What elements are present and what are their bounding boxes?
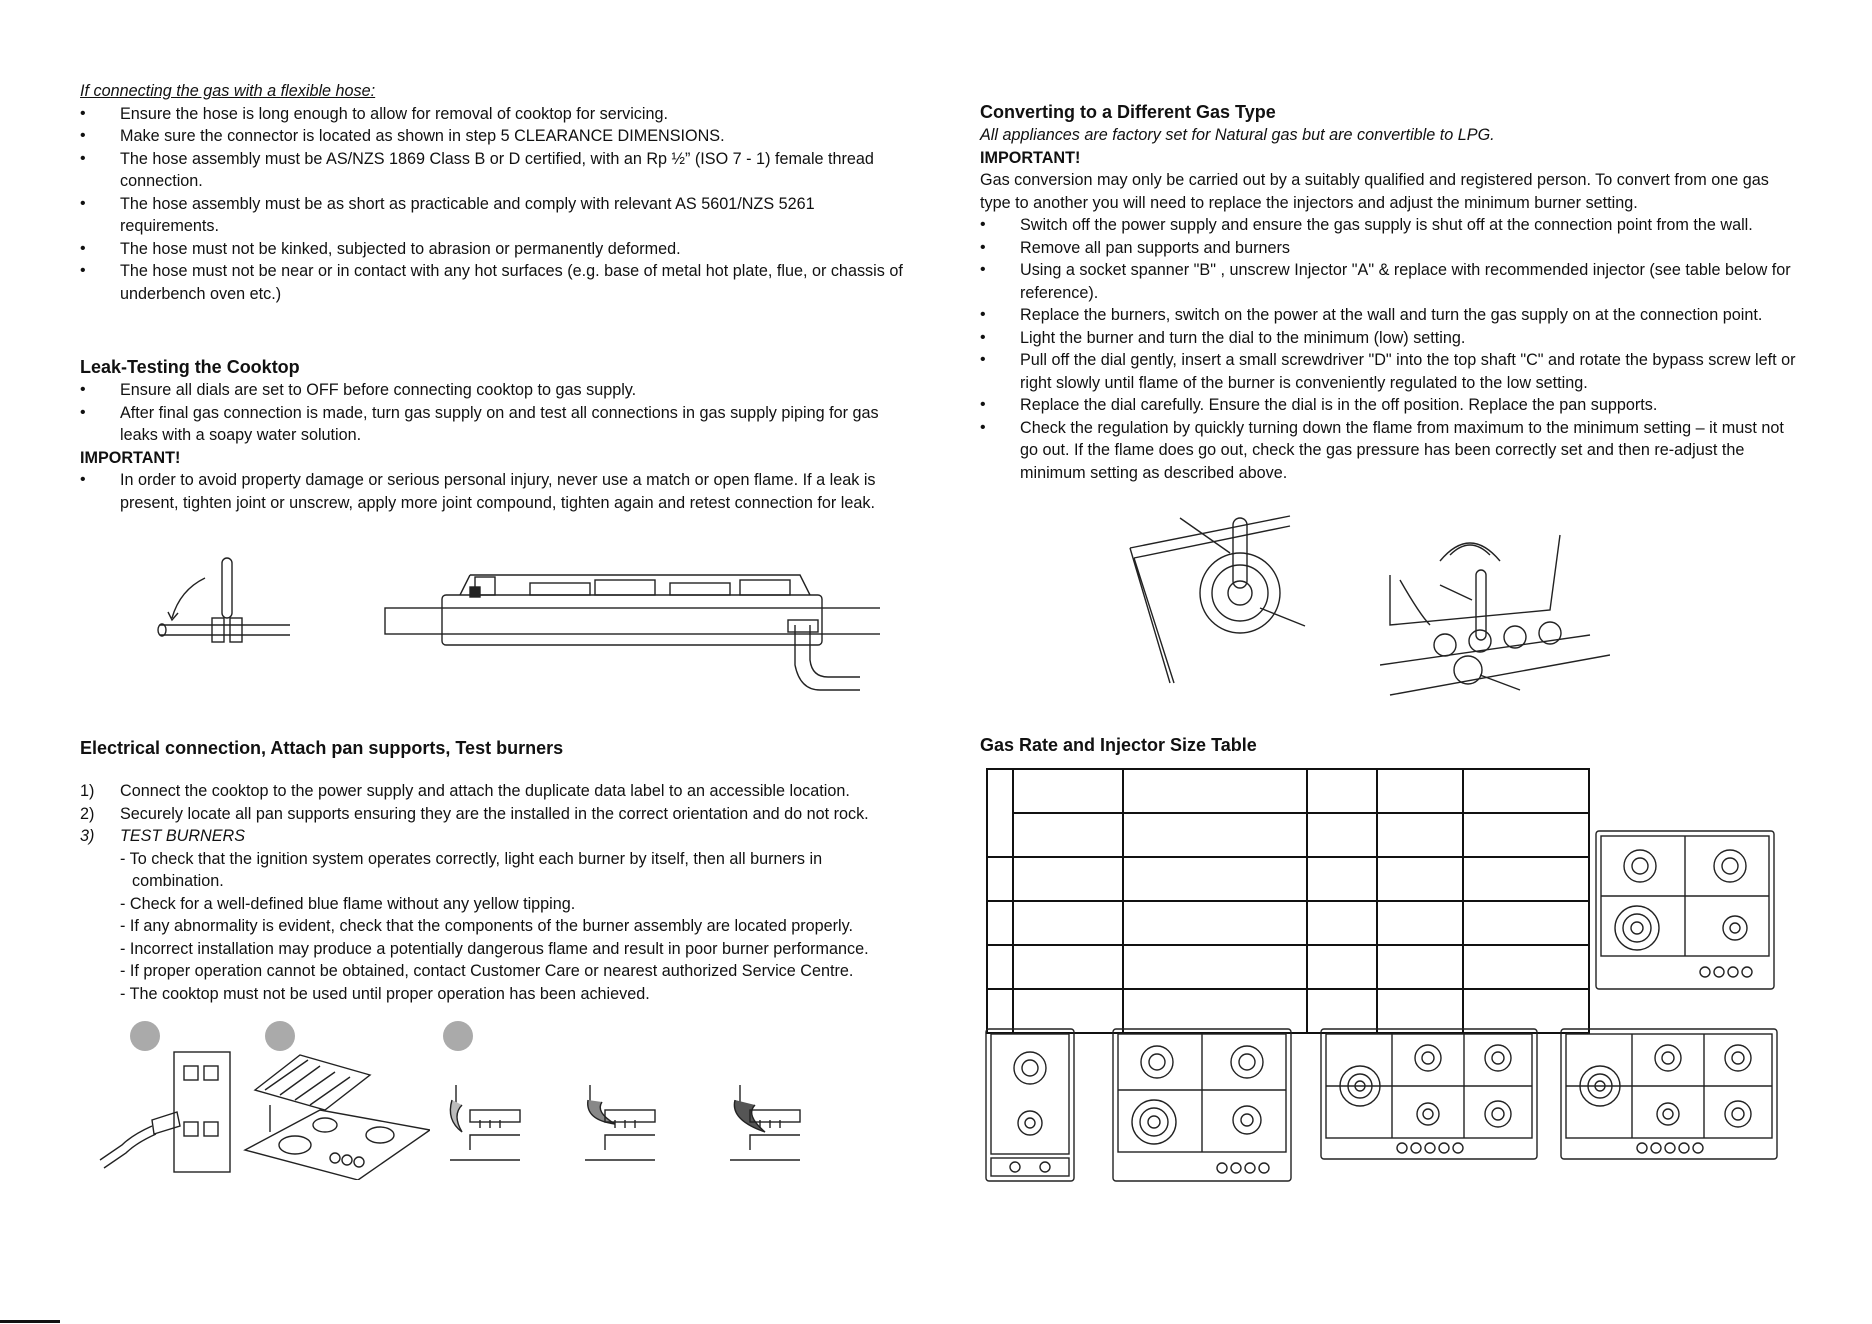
right-column (980, 100, 1800, 484)
test-line: - If proper operation cannot be obtained, contact Customer Care or nearest authorized Service Centre. (120, 962, 854, 980)
cooktop-2-burner-icon (985, 1028, 1075, 1182)
table-cell (987, 945, 1013, 989)
leak-important-list (80, 469, 910, 514)
gas-rate-table (986, 768, 1590, 1034)
leak-test-heading: Leak-Testing the Cooktop (80, 357, 300, 377)
table-cell (1307, 901, 1377, 945)
table-cell (1307, 769, 1377, 813)
table-cell (987, 901, 1013, 945)
table-row (987, 945, 1589, 989)
bypass-screw-illustration (1380, 525, 1610, 700)
table-cell (1123, 945, 1307, 989)
table-cell (1013, 769, 1123, 813)
gas-table-heading: Gas Rate and Injector Size Table (980, 735, 1257, 755)
list-item: • The hose must not be kinked, subjected to abrasion or permanently deformed. (80, 238, 910, 261)
list-item: • Using a socket spanner "B" , unscrew Injector "A" & replace with recommended injector (see table below for reference). (980, 259, 1800, 304)
list-item: • Light the burner and turn the dial to the minimum (low) setting. (980, 327, 1800, 350)
step-number: 3) (80, 827, 95, 845)
hose-valve-illustration (150, 550, 300, 650)
table-cell (1013, 857, 1123, 901)
step-number: 1) (80, 782, 95, 800)
convert-important-label: IMPORTANT! (980, 148, 1081, 167)
test-line: - The cooktop must not be used until proper operation has been achieved. (120, 984, 650, 1003)
table-row (987, 769, 1589, 813)
table-cell (1013, 945, 1123, 989)
table-cell (987, 989, 1013, 1033)
table-cell (1377, 769, 1463, 813)
step-text: Securely locate all pan supports ensuring they are the installed in the correct orientation and do not rock. (120, 804, 869, 823)
step-number: 2) (80, 804, 95, 823)
table-cell (1123, 769, 1307, 813)
table-cell (1123, 857, 1307, 901)
list-item: • The hose assembly must be AS/NZS 1869 Class B or D certified, with an Rp ½” (ISO 7 ‐ 1) female thread connection. (80, 148, 910, 193)
flex-hose-list (80, 103, 910, 306)
test-line: combination. (132, 872, 224, 890)
table-cell (1123, 989, 1307, 1033)
convert-heading: Converting to a Different Gas Type (980, 102, 1276, 122)
left-column (80, 80, 910, 514)
injector-removal-illustration (1120, 508, 1320, 688)
step-text: TEST BURNERS (120, 827, 246, 845)
table-cell (1123, 813, 1307, 857)
electrical-heading: Electrical connection, Attach pan supports, Test burners (80, 738, 564, 758)
leak-important-label: IMPORTANT! (80, 448, 181, 467)
list-item: • Pull off the dial gently, insert a small screwdriver "D" into the top shaft "C" and rotate the bypass screw left or right slowly until flame of the burner is conveniently regulated to the low setting. (980, 349, 1800, 394)
leak-test-list (80, 379, 910, 447)
page-edge-mark (0, 1320, 60, 1323)
table-cell (1307, 945, 1377, 989)
table-cell (1463, 813, 1589, 857)
table-cell (1307, 813, 1377, 857)
list-item: • The hose must not be near or in contact with any hot surfaces (e.g. base of metal hot plate, flue, or chassis of underbench oven etc.) (80, 260, 910, 305)
list-item: • Remove all pan supports and burners (980, 237, 1800, 260)
table-row (987, 901, 1589, 945)
table-cell (1013, 813, 1123, 857)
list-item: • After final gas connection is made, turn gas supply on and test all connections in gas supply piping for gas leaks with a soapy water solution. (80, 402, 910, 447)
table-cell (1377, 945, 1463, 989)
list-item: • Replace the burners, switch on the power at the wall and turn the gas supply on at the connection point. (980, 304, 1800, 327)
table-row (987, 813, 1589, 857)
table-cell (1463, 769, 1589, 813)
test-line: - To check that the ignition system operates correctly, light each burner by itself, then all burners in (120, 849, 823, 868)
step-text: Connect the cooktop to the power supply and attach the duplicate data label to an accessible location. (120, 782, 850, 800)
test-line: - Check for a well-defined blue flame without any yellow tipping. (120, 894, 576, 913)
list-item: • Ensure the hose is long enough to allow for removal of cooktop for servicing. (80, 103, 910, 126)
electrical-section (80, 736, 910, 1005)
list-item: • The hose assembly must be as short as practicable and comply with relevant AS 5601/NZS 5261 requirements. (80, 193, 910, 238)
burner-flames-illustration (440, 1020, 830, 1180)
table-cell (1463, 989, 1589, 1033)
cooktop-5-burner-large-icon (1560, 1028, 1778, 1160)
cooktop-4-burner-wok-icon (1595, 830, 1775, 990)
test-line: - If any abnormality is evident, check that the components of the burner assembly are located properly. (120, 917, 854, 935)
table-cell (1307, 857, 1377, 901)
list-item: • Make sure the connector is located as shown in step 5 CLEARANCE DIMENSIONS. (80, 125, 910, 148)
list-item: • Switch off the power supply and ensure the gas supply is shut off at the connection point from the wall. (980, 214, 1800, 237)
table-cell (1377, 901, 1463, 945)
table-cell (1123, 901, 1307, 945)
table-cell (987, 769, 1013, 857)
convert-paragraph: Gas conversion may only be carried out by a suitably qualified and registered person. To convert from one gas type to another you will need to replace the injectors and adjust the minimum burner setting. (980, 171, 1769, 212)
cooktop-5-burner-icon (1320, 1028, 1538, 1160)
list-item (80, 780, 910, 803)
convert-subtitle: All appliances are factory set for Natural gas but are convertible to LPG. (980, 126, 1495, 144)
test-line: - Incorrect installation may produce a potentially dangerous flame and result in poor burner performance. (120, 939, 869, 958)
table-cell (1463, 945, 1589, 989)
table-cell (1463, 857, 1589, 901)
table-cell (987, 857, 1013, 901)
list-item: • Ensure all dials are set to OFF before connecting cooktop to gas supply. (80, 379, 910, 402)
table-cell (1377, 857, 1463, 901)
convert-steps-list (980, 214, 1800, 484)
list-item (80, 803, 910, 826)
cooktop-4-burner-icon (1112, 1028, 1292, 1182)
electrical-steps (80, 780, 910, 848)
power-plug-illustration (92, 1020, 232, 1180)
list-item (80, 825, 910, 848)
table-cell (1377, 813, 1463, 857)
table-cell (1013, 989, 1123, 1033)
list-item: • Check the regulation by quickly turning down the flame from maximum to the minimum setting – it must not go out. If the flame does go out, check the gas pressure has been correctly set and then re-adjust the minimum setting as described above. (980, 417, 1800, 485)
table-row (987, 857, 1589, 901)
list-item: • In order to avoid property damage or serious personal injury, never use a match or open flame. If a leak is present, tighten joint or unscrew, apply more joint compound, tighten again and retest connection for leak. (80, 469, 910, 514)
list-item: • Replace the dial carefully. Ensure the dial is in the off position. Replace the pan supports. (980, 394, 1800, 417)
table-cell (1463, 901, 1589, 945)
flex-hose-intro: If connecting the gas with a flexible hose: (80, 82, 376, 100)
pan-supports-illustration (240, 1020, 430, 1180)
table-cell (1013, 901, 1123, 945)
cooktop-side-view-illustration (380, 565, 880, 695)
table-cell (1377, 989, 1463, 1033)
table-cell (1307, 989, 1377, 1033)
table-row (987, 989, 1589, 1033)
test-burner-lines (80, 848, 910, 1006)
